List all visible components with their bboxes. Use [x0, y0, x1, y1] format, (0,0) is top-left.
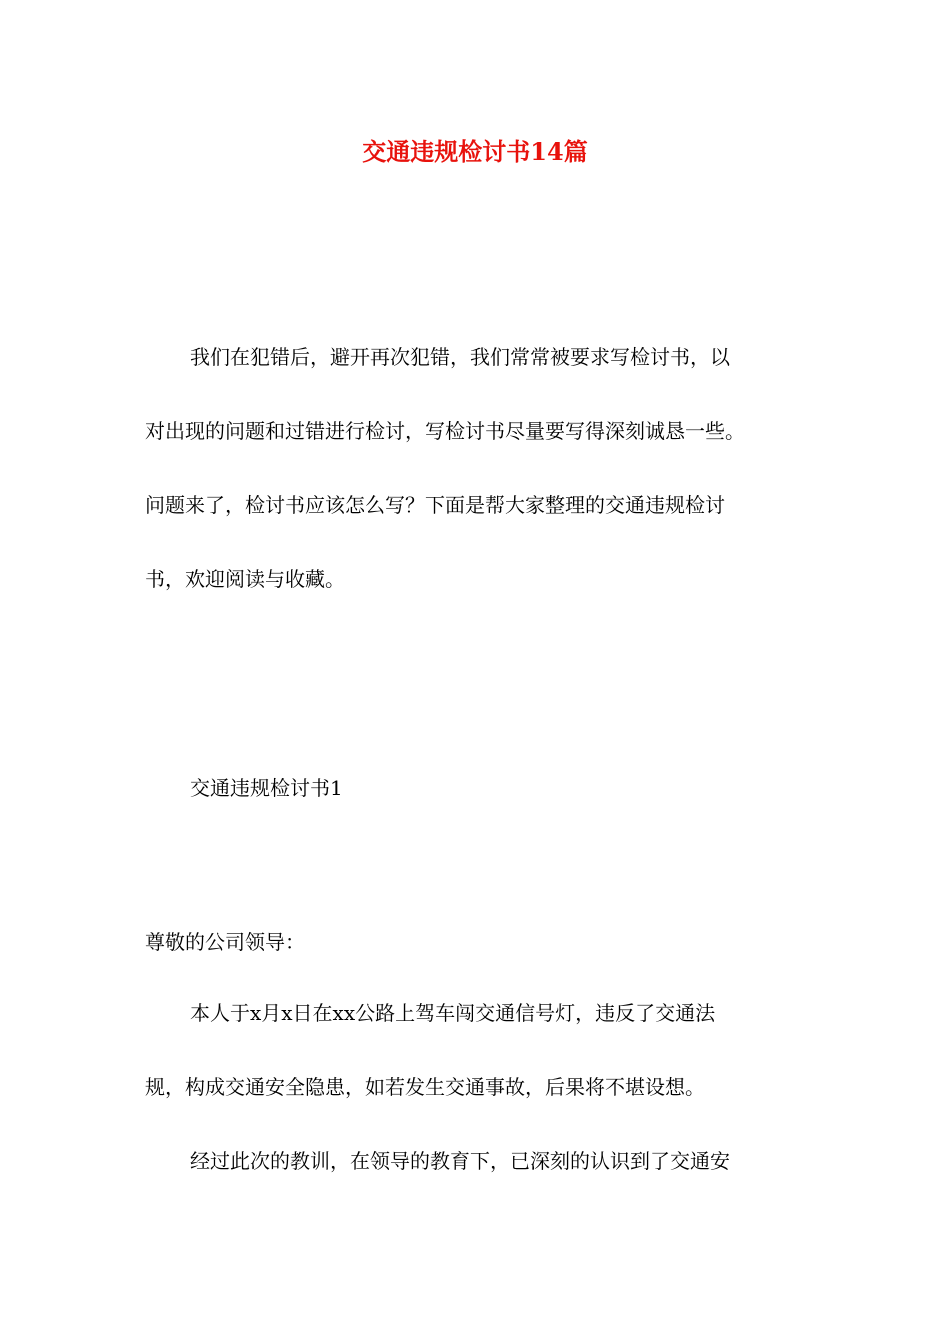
section-heading: 交通违规检讨书1: [190, 776, 343, 800]
document-title: 交通违规检讨书14篇: [362, 137, 588, 166]
body-line: 经过此次的教训，在领导的教育下，已深刻的认识到了交通安: [190, 1149, 730, 1173]
body-line: 本人于x月x日在xx公路上驾车闯交通信号灯，违反了交通法: [190, 1001, 716, 1025]
intro-line: 书，欢迎阅读与收藏。: [145, 567, 345, 591]
salutation: 尊敬的公司领导：: [145, 930, 305, 954]
body-line: 规，构成交通安全隐患，如若发生交通事故，后果将不堪设想。: [145, 1075, 705, 1099]
intro-line: 对出现的问题和过错进行检讨，写检讨书尽量要写得深刻诚恳一些。: [145, 419, 745, 443]
intro-paragraph: [145, 320, 813, 616]
intro-line: 问题来了，检讨书应该怎么写？下面是帮大家整理的交通违规检讨: [145, 493, 725, 517]
intro-line: 我们在犯错后，避开再次犯错，我们常常被要求写检讨书，以: [190, 345, 730, 369]
letter-body: [145, 976, 813, 1198]
